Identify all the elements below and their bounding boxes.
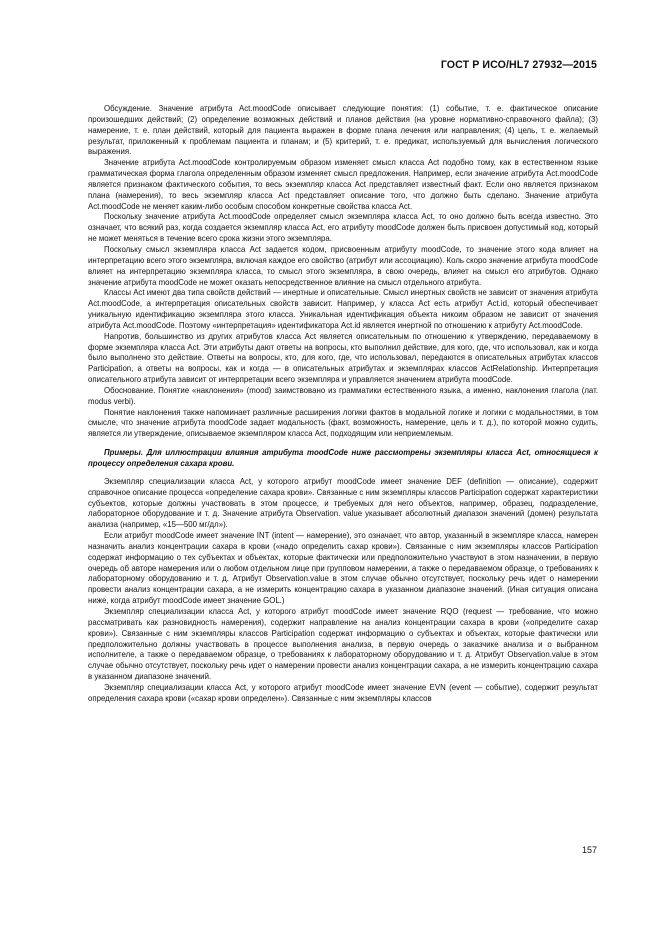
paragraph: Экземпляр специализации класса Act, у которого атрибут moodCode имеет значение RQO (request — требование, что можно рассматривать как разновидность намерения), содержит направление на анализ концентрации сахара в крови («определите сахар крови»). Связанные с ним экземпляры классов Participation содержат информацию о субъектах и объектах, которые фактически или предположительно должны участвовать в процессе выполнения анализа, в первую очередь о заказчике анализа и о выбранном исполнителе, а также о передаваемом образце, о требованиях к лабораторному оборудованию и т. д. Атрибут Observation.value в этом случае обычно отсутствует, поскольку речь идет о намерении провести анализ концентрации сахара, а не измерить концентрацию сахара в указанном диапазоне значений. [88, 606, 598, 682]
paragraph: Классы Act имеют два типа свойств действий — инертные и описательные. Смысл инертных свойств не зависит от значения атрибута Act.moodCode, а интерпретация описательных свойств зависит. Например, у класса Act есть атрибут Act.id, который обеспечивает уникальную идентификацию экземпляра этого класса. Уникальная идентификация объекта никоим образом не зависит от значения атрибута Act.moodCode. Поэтому «интерпретация» идентификатора Act.id является инертной по отношению к атрибуту Act.moodCode. [88, 288, 598, 330]
example-heading: Примеры. Для иллюстрации влияния атрибута moodCode ниже рассмотрены экземпляры класса Act, относящиеся к процессу определения сахара крови. [88, 448, 598, 468]
paragraph: Поскольку смысл экземпляра класса Act задается кодом, присвоенным атрибуту moodCode, то значение этого кода влияет на интерпретацию всего этого экземпляра, включая каждое его свойство (атрибут или ассоциацию). Коль скоро значение атрибута moodCode влияет на интерпретацию экземпляра класса, то смысл этого экземпляра, в свою очередь, влияет на смысл его атрибутов. Однако значение атрибута moodCode не может оказать непосредственное влияние на смысл отдельного атрибута. [88, 244, 598, 287]
standard-header: ГОСТ Р ИСО/HL7 27932—2015 [440, 59, 597, 71]
body-text [88, 104, 598, 705]
paragraph: Понятие наклонения также напоминает различные расширения логики фактов в модальной логике и логики с модальностями, в том смысле, что значение атрибута moodCode задает модальность (факт, возможность, намерение, цель и т. д.), по которой можно судить, является ли утверждение, описываемое экземпляром класса Act, подходящим или неприемлемым. [88, 407, 598, 439]
page-number: 157 [581, 845, 597, 855]
paragraph: Экземпляр специализации класса Act, у которого атрибут moodCode имеет значение EVN (event — событие), содержит результат определения сахара крови («сахар крови определен»). Связанные с ним экземпляры классов [88, 682, 598, 703]
paragraph: Экземпляр специализации класса Act, у которого атрибут moodCode имеет значение DEF (definition — описание), содержит справочное описание процесса «определение сахара крови». Связанные с ним экземпляры классов Participation содержат характеристики субъектов, которые должны участвовать в этом процессе, и требуемых для него объектов, например, образец, подразделение, лабораторное оборудование и т. д. Значение атрибута Observation. value указывает абсолютный диапазон значений (домен) результата анализа (например, «15—500 мг/дл»). [88, 476, 598, 530]
paragraph: Напротив, большинство из других атрибутов класса Act является описательным по отношению к утверждению, передаваемому в форме экземпляра класса Act. Эти атрибуты дают ответы на вопросы, кто выполнил действие, для кого, где, что использовал, как и когда было выполнено это действие. Ответы на вопросы, кто, для кого, где, что использовал, передаются в описательных атрибутах классов Participation, а ответы на вопросы, как и когда — в описательных атрибутах и экземплярах классов ActRelationship. Интерпретация описательного атрибута зависит от интерпретации всего экземпляра и управляется значением атрибута moodCode. [88, 331, 598, 385]
paragraph: Если атрибут moodCode имеет значение INT (intent — намерение), это означает, что автор, указанный в экземпляре класса, намерен назначить анализ концентрации сахара в крови («надо определить сахар крови»). Связанные с ним экземпляры классов Participation содержат информацию о тех субъектах и объектах, которые фактически или предположительно участвуют в этом назначении, в первую очередь об авторе намерения или о любом отдельном лице при групповом намерении, а также о передаваемом образце, о требованиях к лабораторному оборудованию и т. д. Атрибут Observation.value в этом случае обычно отсутствует, поскольку речь идет о намерении провести анализ концентрации сахара, а не измерить концентрацию сахара в указанном диапазоне значений. (Иная ситуация описана ниже, когда атрибут moodCode имеет значение GOL.) [88, 531, 598, 606]
paragraph: Значение атрибута Act.moodCode контролируемым образом изменяет смысл класса Act подобно тому, как в естественном языке грамматическая форма глагола определенным образом изменяет смысл предложения. Например, если значение атрибута Act.moodCode является признаком фактического события, то весь экземпляр класса Act представляет известный факт. Если оно является признаком плана (намерения), то весь экземпляр класса Act представляет описание того, что должно быть сделано. Значение атрибута Act.moodCode не меняет каким-либо особым способом конкретные свойства класса Act. [88, 158, 598, 211]
paragraph: Поскольку значение атрибута Act.moodCode определяет смысл экземпляра класса Act, то оно должно быть всегда известно. Это означает, что всякий раз, когда создается экземпляр класса Act, его атрибуту moodCode должен быть присвоен допустимый код, который не может меняться в течение всего срока жизни этого экземпляра. [88, 212, 598, 244]
paragraph: Обоснование. Понятие «наклонения» (mood) заимствовано из грамматики естественного языка, а именно, наклонения глагола (лат. modus verbi). [88, 385, 598, 406]
paragraph: Обсуждение. Значение атрибута Act.moodCode описывает следующие понятия: (1) событие, т. е. фактическое описание произошедших действий; (2) определение возможных действий и планов действия (на уровне нормативно-справочного файла); (3) намерение, т. е. план действий, который для пациента выражен в форме плана лечения или направления; (4) цель, т. е. желаемый результат, приложенный к проблемам пациента и планам; и (5) критерий, т. е. предикат, используемый для вычисления логического выражения. [88, 104, 598, 157]
